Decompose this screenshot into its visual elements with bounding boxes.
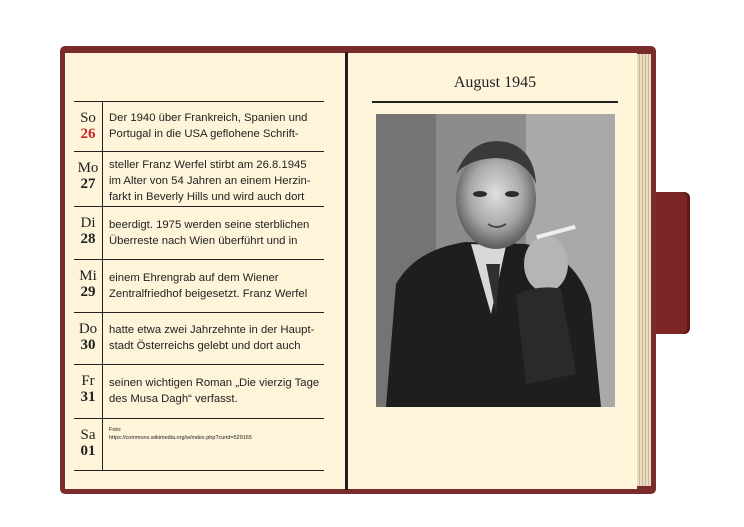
day-entry-text bbox=[109, 322, 331, 354]
day-entry-text bbox=[109, 270, 331, 302]
week-top-rule bbox=[74, 101, 324, 102]
day-separator-rule bbox=[74, 418, 324, 419]
day-column-divider bbox=[102, 101, 103, 470]
day-abbr: Sa bbox=[80, 427, 96, 443]
day-label bbox=[74, 111, 102, 143]
day-entry-text bbox=[109, 375, 331, 407]
entry-line: hatte etwa zwei Jahrzehnte in der Haupt- bbox=[109, 324, 315, 336]
credit-line: https://commons.wikimedia.org/w/index.php?curid=529165 bbox=[109, 435, 252, 441]
entry-line: im Alter von 54 Jahren an einem Herzin- bbox=[109, 175, 311, 187]
day-number: 01 bbox=[80, 442, 96, 459]
day-label bbox=[74, 269, 102, 301]
day-separator-rule bbox=[74, 364, 324, 365]
credit-line: Foto: bbox=[109, 427, 122, 433]
month-title-rule bbox=[372, 101, 618, 103]
day-separator-rule bbox=[74, 312, 324, 313]
day-number: 27 bbox=[80, 175, 96, 192]
day-label bbox=[74, 428, 102, 460]
month-title: August 1945 bbox=[453, 74, 537, 91]
day-number: 30 bbox=[80, 336, 96, 353]
book-spine bbox=[345, 52, 348, 490]
day-label bbox=[74, 322, 102, 354]
entry-line: farkt in Beverly Hills und wird auch dort bbox=[109, 191, 305, 203]
entry-line: Der 1940 über Frankreich, Spanien und bbox=[109, 112, 308, 124]
entry-line: Portugal in die USA geflohene Schrift- bbox=[109, 128, 299, 140]
day-abbr: Fr bbox=[81, 373, 95, 389]
entry-line: des Musa Dagh“ verfasst. bbox=[109, 393, 238, 405]
day-label bbox=[74, 161, 102, 193]
day-separator-rule bbox=[74, 470, 324, 471]
day-number: 29 bbox=[80, 283, 96, 300]
day-label bbox=[74, 374, 102, 406]
day-separator-rule bbox=[74, 151, 324, 152]
entry-line: seinen wichtigen Roman „Die vierzig Tage bbox=[109, 377, 320, 389]
portrait-image bbox=[376, 114, 615, 407]
day-abbr: Mi bbox=[79, 268, 97, 284]
entry-line: Zentralfriedhof beigesetzt. Franz Werfel bbox=[109, 287, 308, 300]
entry-line: einem Ehrengrab auf dem Wiener bbox=[109, 271, 279, 284]
photo-credit bbox=[109, 426, 331, 442]
portrait-photo bbox=[376, 114, 615, 407]
day-number: 31 bbox=[80, 388, 96, 405]
day-entry-text bbox=[109, 157, 331, 205]
entry-line: beerdigt. 1975 werden seine sterblichen bbox=[109, 218, 310, 231]
day-entry-text bbox=[109, 217, 331, 249]
entry-line: steller Franz Werfel stirbt am 26.8.1945 bbox=[109, 159, 307, 171]
entry-line: Überreste nach Wien überführt und in bbox=[109, 234, 298, 247]
page-edge bbox=[637, 54, 651, 486]
entry-line: stadt Österreichs gelebt und dort auch bbox=[109, 340, 301, 352]
day-abbr: So bbox=[80, 110, 96, 126]
day-separator-rule bbox=[74, 206, 324, 207]
day-number: 28 bbox=[80, 230, 96, 247]
day-label bbox=[74, 216, 102, 248]
day-separator-rule bbox=[74, 259, 324, 260]
day-abbr: Di bbox=[80, 215, 96, 231]
day-entry-text bbox=[109, 110, 331, 142]
day-abbr: Mo bbox=[77, 160, 99, 176]
day-abbr: Do bbox=[78, 321, 98, 337]
day-number: 26 bbox=[80, 125, 96, 142]
